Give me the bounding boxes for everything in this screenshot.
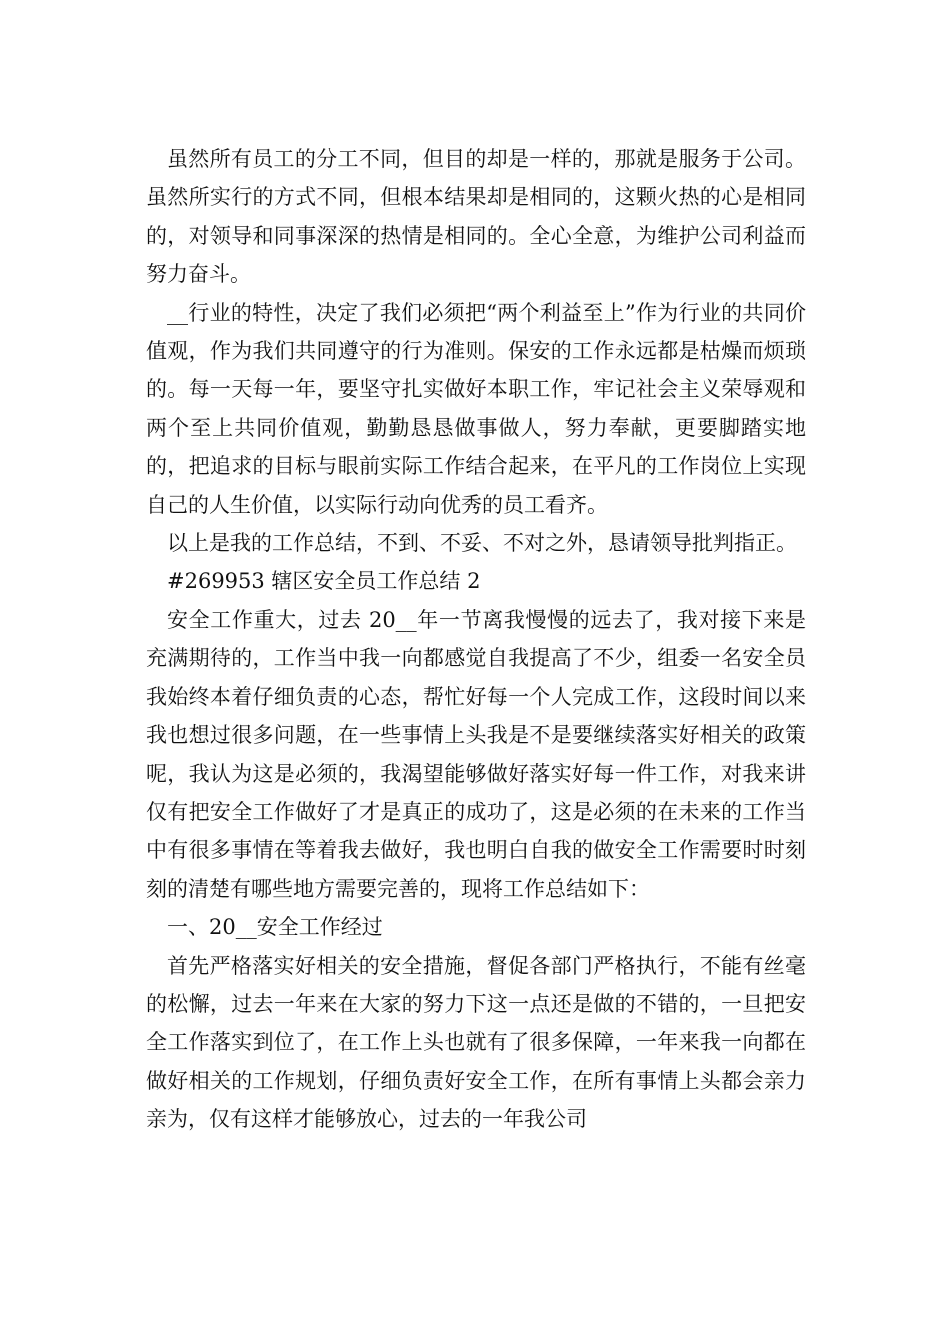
paragraph-industry-values: __行业的特性，决定了我们必须把“两个利益至上”作为行业的共同价值观，作为我们共同遵守的行为准则。保安的工作永远都是枯燥而烦琐的。每一天每一年，要坚守扎实做好本职工作，牢记社会主义荣辱观和两个至上共同价值观，勤勤恳恳做事做人，努力奉献，更要脚踏实地的，把追求的目标与眼前实际工作结合起来，在平凡的工作岗位上实现自己的人生价值，以实际行动向优秀的员工看齐。 [146, 300, 806, 517]
paragraph-intro: 安全工作重大，过去 20__年一节离我慢慢的远去了，我对接下来是充满期待的，工作当中我一向都感觉自我提高了不少，组委一名安全员我始终本着仔细负责的心态，帮忙好每一个人完成工作，这段时间以来我也想过很多问题，在一些事情上头我是不是要继续落实好相关的政策呢，我认为这是必须的，我渴望能够做好落实好每一件工作，对我来讲仅有把安全工作做好了才是真正的成功了，这是必须的在未来的工作当中有很多事情在等着我去做好，我也明白自我的做安全工作需要时时刻刻的清楚有哪些地方需要完善的，现将工作总结如下： [146, 607, 806, 901]
paragraph-closing: 以上是我的工作总结，不到、不妥、不对之外，恳请领导批判指正。 [167, 531, 797, 556]
section-title: #269953 辖区安全员工作总结 2 [167, 569, 481, 594]
section-heading: 一、20__安全工作经过 [167, 915, 383, 940]
paragraph-measures: 首先严格落实好相关的安全措施，督促各部门严格执行，不能有丝毫的松懈，过去一年来在大家的努力下这一点还是做的不错的，一旦把安全工作落实到位了，在工作上头也就有了很多保障，一年来我一向都在做好相关的工作规划，仔细负责好安全工作，在所有事情上头都会亲力亲为，仅有这样才能够放心，过去的一年我公司 [146, 953, 806, 1132]
document-body [146, 140, 806, 1139]
paragraph-service: 虽然所有员工的分工不同，但目的却是一样的，那就是服务于公司。虽然所实行的方式不同，但根本结果却是相同的，这颗火热的心是相同的，对领导和同事深深的热情是相同的。全心全意，为维护公司利益而努力奋斗。 [146, 147, 806, 287]
